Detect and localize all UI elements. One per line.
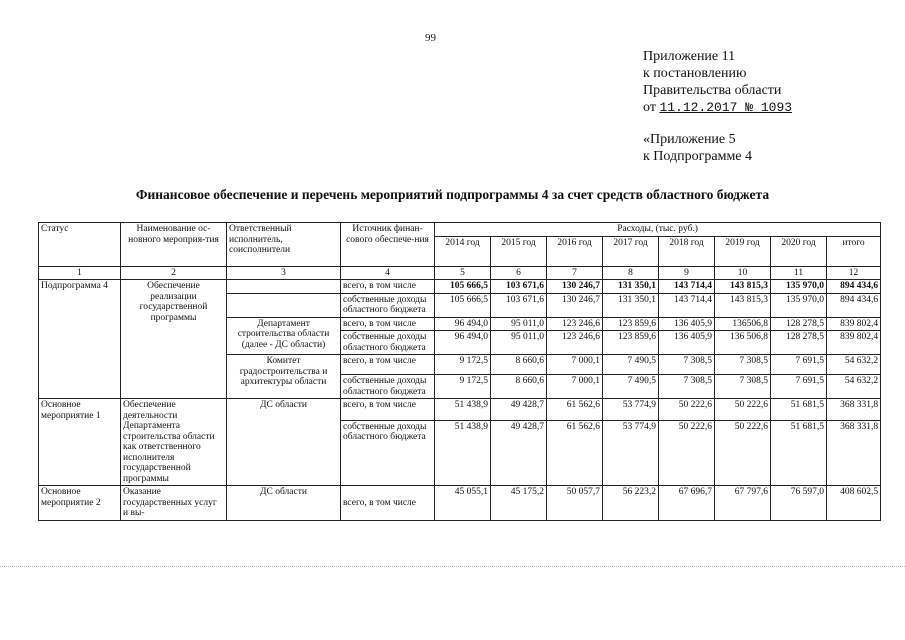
column-index: 4 bbox=[341, 266, 435, 280]
row-source: собственные доходы областного бюджета bbox=[341, 375, 435, 399]
value-cell: 96 494,0 bbox=[435, 331, 491, 355]
header-total: итого bbox=[827, 236, 881, 266]
value-cell: 51 438,9 bbox=[435, 399, 491, 421]
column-index: 10 bbox=[715, 266, 771, 280]
header-year: 2014 год bbox=[435, 236, 491, 266]
header-executor: Ответственный исполнитель, соисполнители bbox=[227, 223, 341, 267]
header-row-1 bbox=[39, 223, 881, 237]
value-cell: 135 970,0 bbox=[771, 280, 827, 294]
row-executor bbox=[227, 280, 341, 294]
appendix-line-6: к Подпрограмме 4 bbox=[643, 149, 753, 164]
value-cell: 7 308,5 bbox=[659, 355, 715, 375]
value-cell: 368 331,8 bbox=[827, 420, 881, 485]
finance-table bbox=[38, 222, 881, 521]
value-cell: 61 562,6 bbox=[547, 420, 603, 485]
column-index: 3 bbox=[227, 266, 341, 280]
column-index: 12 bbox=[827, 266, 881, 280]
row-source: всего, в том числе bbox=[341, 486, 435, 521]
column-index: 8 bbox=[603, 266, 659, 280]
header-year: 2019 год bbox=[715, 236, 771, 266]
row-name: Обеспечение реализации государственной программы bbox=[121, 280, 227, 399]
value-cell: 53 774,9 bbox=[603, 420, 659, 485]
value-cell: 130 246,7 bbox=[547, 293, 603, 317]
value-cell: 61 562,6 bbox=[547, 399, 603, 421]
value-cell: 143 815,3 bbox=[715, 280, 771, 294]
value-cell: 51 681,5 bbox=[771, 399, 827, 421]
row-source: собственные доходы областного бюджета bbox=[341, 293, 435, 317]
value-cell: 136 405,9 bbox=[659, 317, 715, 331]
column-index: 7 bbox=[547, 266, 603, 280]
table-row bbox=[39, 280, 881, 294]
value-cell: 7 691,5 bbox=[771, 355, 827, 375]
value-cell: 123 246,6 bbox=[547, 331, 603, 355]
row-source: собственные доходы областного бюджета bbox=[341, 420, 435, 485]
value-cell: 103 671,6 bbox=[491, 293, 547, 317]
value-cell: 143 815,3 bbox=[715, 293, 771, 317]
value-cell: 130 246,7 bbox=[547, 280, 603, 294]
value-cell: 408 602,5 bbox=[827, 486, 881, 521]
column-index-row bbox=[39, 266, 881, 280]
value-cell: 128 278,5 bbox=[771, 331, 827, 355]
value-cell: 50 222,6 bbox=[715, 420, 771, 485]
appendix-line-3: Правительства области bbox=[643, 83, 782, 98]
column-index: 5 bbox=[435, 266, 491, 280]
value-cell: 51 681,5 bbox=[771, 420, 827, 485]
row-status: Основное мероприятие 2 bbox=[39, 486, 121, 521]
value-cell: 56 223,2 bbox=[603, 486, 659, 521]
value-cell: 7 308,5 bbox=[659, 375, 715, 399]
page-edge-divider bbox=[0, 566, 905, 567]
table-row bbox=[39, 399, 881, 421]
page-number: 99 bbox=[425, 32, 436, 44]
column-index: 2 bbox=[121, 266, 227, 280]
appendix-line-5: «Приложение 5 bbox=[643, 132, 736, 147]
value-cell: 7 000,1 bbox=[547, 375, 603, 399]
value-cell: 143 714,4 bbox=[659, 280, 715, 294]
header-year: 2017 год bbox=[603, 236, 659, 266]
value-cell: 131 350,1 bbox=[603, 280, 659, 294]
value-cell: 95 011,0 bbox=[491, 317, 547, 331]
row-executor-empty bbox=[227, 293, 341, 317]
value-cell: 9 172,5 bbox=[435, 375, 491, 399]
appendix-date-prefix: от bbox=[643, 100, 660, 115]
value-cell: 54 632,2 bbox=[827, 375, 881, 399]
header-year: 2018 год bbox=[659, 236, 715, 266]
header-year: 2020 год bbox=[771, 236, 827, 266]
header-expenses: Расходы, (тыс. руб.) bbox=[435, 223, 881, 237]
value-cell: 839 802,4 bbox=[827, 331, 881, 355]
row-name: Обеспечение деятельности Департамента строительства области как ответственного исполнителя государственной программы bbox=[121, 399, 227, 486]
value-cell: 131 350,1 bbox=[603, 293, 659, 317]
value-cell: 7 000,1 bbox=[547, 355, 603, 375]
row-source: всего, в том числе bbox=[341, 355, 435, 375]
document-title: Финансовое обеспечение и перечень мероприятий подпрограммы 4 за счет средств областного бюджета bbox=[135, 187, 770, 202]
row-executor: Департамент строительства области (далее - ДС области) bbox=[227, 317, 341, 355]
value-cell: 7 308,5 bbox=[715, 355, 771, 375]
row-status: Подпрограмма 4 bbox=[39, 280, 121, 399]
header-name: Наименование ос-новного мероприя-тия bbox=[121, 223, 227, 267]
value-cell: 8 660,6 bbox=[491, 355, 547, 375]
value-cell: 45 055,1 bbox=[435, 486, 491, 521]
row-status: Основное мероприятие 1 bbox=[39, 399, 121, 486]
value-cell: 50 057,7 bbox=[547, 486, 603, 521]
value-cell: 7 490,5 bbox=[603, 375, 659, 399]
appendix-gap bbox=[643, 116, 792, 131]
header-status: Статус bbox=[39, 223, 121, 267]
column-index: 11 bbox=[771, 266, 827, 280]
row-source: всего, в том числе bbox=[341, 280, 435, 294]
value-cell: 8 660,6 bbox=[491, 375, 547, 399]
value-cell: 103 671,6 bbox=[491, 280, 547, 294]
appendix-block bbox=[643, 48, 792, 165]
value-cell: 123 859,6 bbox=[603, 317, 659, 331]
value-cell: 50 222,6 bbox=[659, 399, 715, 421]
value-cell: 368 331,8 bbox=[827, 399, 881, 421]
header-year: 2016 год bbox=[547, 236, 603, 266]
row-source: всего, в том числе bbox=[341, 399, 435, 421]
value-cell: 123 859,6 bbox=[603, 331, 659, 355]
row-executor: ДС области bbox=[227, 399, 341, 486]
value-cell: 49 428,7 bbox=[491, 420, 547, 485]
value-cell: 136506,8 bbox=[715, 317, 771, 331]
value-cell: 76 597,0 bbox=[771, 486, 827, 521]
value-cell: 54 632,2 bbox=[827, 355, 881, 375]
table-row bbox=[39, 486, 881, 521]
value-cell: 136 405,9 bbox=[659, 331, 715, 355]
value-cell: 95 011,0 bbox=[491, 331, 547, 355]
value-cell: 51 438,9 bbox=[435, 420, 491, 485]
value-cell: 135 970,0 bbox=[771, 293, 827, 317]
value-cell: 894 434,6 bbox=[827, 280, 881, 294]
appendix-date-number: 11.12.2017 № 1093 bbox=[659, 100, 793, 115]
appendix-line-1: Приложение 11 bbox=[643, 49, 736, 64]
value-cell: 839 802,4 bbox=[827, 317, 881, 331]
value-cell: 894 434,6 bbox=[827, 293, 881, 317]
appendix-line-4 bbox=[643, 99, 792, 116]
value-cell: 143 714,4 bbox=[659, 293, 715, 317]
header-source: Источник финан-сового обеспече-ния bbox=[341, 223, 435, 267]
value-cell: 45 175,2 bbox=[491, 486, 547, 521]
value-cell: 7 308,5 bbox=[715, 375, 771, 399]
value-cell: 7 490,5 bbox=[603, 355, 659, 375]
value-cell: 128 278,5 bbox=[771, 317, 827, 331]
value-cell: 53 774,9 bbox=[603, 399, 659, 421]
value-cell: 50 222,6 bbox=[659, 420, 715, 485]
value-cell: 67 696,7 bbox=[659, 486, 715, 521]
row-source: всего, в том числе bbox=[341, 317, 435, 331]
column-index: 9 bbox=[659, 266, 715, 280]
value-cell: 67 797,6 bbox=[715, 486, 771, 521]
row-executor: ДС области bbox=[227, 486, 341, 521]
header-year: 2015 год bbox=[491, 236, 547, 266]
value-cell: 7 691,5 bbox=[771, 375, 827, 399]
value-cell: 9 172,5 bbox=[435, 355, 491, 375]
value-cell: 105 666,5 bbox=[435, 293, 491, 317]
appendix-line-2: к постановлению bbox=[643, 66, 747, 81]
row-executor: Комитет градостроительства и архитектуры области bbox=[227, 355, 341, 399]
column-index: 6 bbox=[491, 266, 547, 280]
value-cell: 50 222,6 bbox=[715, 399, 771, 421]
value-cell: 105 666,5 bbox=[435, 280, 491, 294]
value-cell: 123 246,6 bbox=[547, 317, 603, 331]
value-cell: 49 428,7 bbox=[491, 399, 547, 421]
row-name: Оказание государственных услуг и вы- bbox=[121, 486, 227, 521]
row-source: собственные доходы областного бюджета bbox=[341, 331, 435, 355]
value-cell: 136 506,8 bbox=[715, 331, 771, 355]
value-cell: 96 494,0 bbox=[435, 317, 491, 331]
column-index: 1 bbox=[39, 266, 121, 280]
